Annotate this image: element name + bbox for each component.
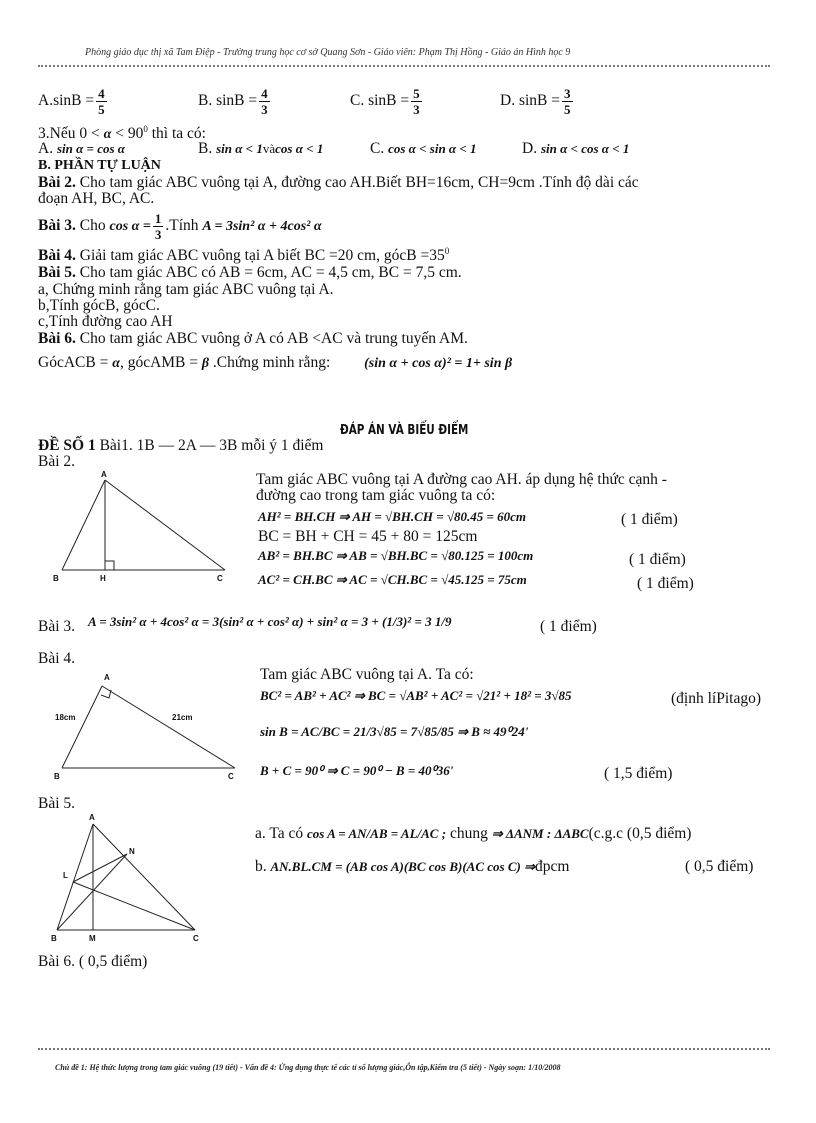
q3-options: A. sin α = cos α	[38, 140, 125, 157]
ans2-intro-2: đường cao trong tam giác vuông ta có:	[256, 487, 496, 504]
bai2-text: Bài 2. Cho tam giác ABC vuông tại A, đường cao AH.Biết BH=16cm, CH=9cm .Tính độ dài các	[38, 174, 639, 191]
option-d: D. sinB = $\frac{3}{5}$	[500, 86, 571, 117]
q3-stem: 3.Nếu $0 < \alpha < 90^0$ thì ta có:	[38, 124, 206, 143]
bai5-part-c: c,Tính đường cao AH	[38, 313, 173, 330]
bai4-text: Bài 4. Giải tam giác ABC vuông tại A biết BC =20 cm, gócB $=35^0$	[38, 246, 450, 265]
label-l: L	[63, 871, 68, 880]
ans4-line-1-tail: (định líPitago)	[671, 690, 761, 707]
option-c: C. sinB = $\frac{5}{3}$	[350, 86, 420, 117]
q3-option-c: C. cos α < sin α < 1	[370, 140, 477, 157]
label-ac: 21cm	[172, 713, 193, 722]
altitude-cl	[73, 882, 195, 930]
option-a: A.sinB = $\frac{4}{5}$	[38, 86, 105, 117]
side-ac	[102, 686, 235, 768]
ans5-label: Bài 5.	[38, 795, 76, 812]
label-c: C	[217, 574, 223, 583]
ans2-point-1: ( 1 điểm)	[621, 511, 678, 528]
ans2-intro-1: Tam giác ABC vuông tại A đường cao AH. áp dụng hệ thức cạnh -	[256, 471, 667, 488]
option-b: B. sinB = $\frac{4}{3}$	[198, 86, 268, 117]
footer-divider	[38, 1048, 770, 1050]
bai6-text-2: GócACB = α, gócAMB = β .Chứng minh rằng: (sin α + cos α)² = 1+ sin β	[38, 354, 513, 371]
label-a: A	[104, 673, 110, 682]
altitude-bn	[57, 854, 127, 930]
bai3-text: Bài 3. Cho cos α = $\frac{1}{3}$ .Tính A = 3sin² α + 4cos² α	[38, 211, 322, 242]
label-b: B	[53, 574, 59, 583]
ans2-line-3: AB² = BH.BC ⇒ AB = √BH.BC = √80.125 = 100cm	[258, 548, 534, 563]
bai5-part-a: a, Chứng minh rằng tam giác ABC vuông tại A.	[38, 281, 334, 298]
label-b: B	[54, 772, 60, 781]
ans4-line-3: B + C = 90⁰ ⇒ C = 90⁰ − B = 40⁰36'	[260, 763, 454, 778]
ans5-point-b: ( 0,5 điểm)	[685, 858, 754, 875]
bai6-text: Bài 6. Cho tam giác ABC vuông ở A có AB <AC và trung tuyến AM.	[38, 330, 468, 347]
ans4-point: ( 1,5 điểm)	[604, 765, 673, 782]
q3-option-b: B. sin α < 1vàcos α < 1	[198, 140, 324, 157]
ans5-part-b: b. AN.BL.CM = (AB cos A)(BC cos B)(AC cos C) ⇒đpcm	[255, 858, 570, 875]
label-a: A	[101, 470, 107, 479]
label-c: C	[193, 934, 199, 943]
label-h: H	[100, 574, 106, 583]
ans3-label: Bài 3.	[38, 618, 76, 635]
answer-title: ĐÁP ÁN VÀ BIỂU ĐIỂM	[340, 423, 469, 438]
ans2-label: Bài 2.	[38, 453, 76, 470]
ans2-line-4: AC² = CH.BC ⇒ AC = √CH.BC = √45.125 = 75cm	[258, 572, 527, 587]
ans3-point: ( 1 điểm)	[540, 618, 597, 635]
de-so-1: ĐỀ SỐ 1 Bài1. 1B — 2A — 3B mỗi ý 1 điểm	[38, 437, 324, 454]
ans4-label: Bài 4.	[38, 650, 76, 667]
side-ac	[93, 824, 195, 930]
label-ab: 18cm	[55, 713, 76, 722]
ans4-intro: Tam giác ABC vuông tại A. Ta có:	[260, 666, 474, 683]
side-ab	[62, 480, 105, 570]
label-b: B	[51, 934, 57, 943]
label-c: C	[228, 772, 234, 781]
ans2-line-1: AH² = BH.CH ⇒ AH = √BH.CH = √80.45 = 60cm	[258, 509, 527, 524]
ans6-label: Bài 6. ( 0,5 điểm)	[38, 953, 148, 970]
bai5-part-b: b,Tính gócB, gócC.	[38, 297, 160, 314]
ans2-point-3: ( 1 điểm)	[629, 551, 686, 568]
side-ab	[62, 686, 102, 768]
label-m: M	[89, 934, 96, 943]
side-ac	[105, 480, 225, 570]
section-b-title: B. PHẦN TỰ LUẬN	[38, 158, 161, 173]
bai2-text-2: đoạn AH, BC, AC.	[38, 190, 155, 207]
triangle-figure-bai2	[45, 470, 245, 590]
ans2-line-2: BC = BH + CH = 45 + 80 = 125cm	[258, 528, 478, 545]
right-angle-mark	[105, 561, 114, 570]
ans4-line-1: BC² = AB² + AC² ⇒ BC = √AB² + AC² = √21² + 18² = 3√85	[260, 688, 572, 703]
q3-option-d: D. sin α < cos α < 1	[522, 140, 630, 157]
page-header: Phòng giáo dục thị xã Tam Điệp - Trường trung học cơ sở Quang Sơn - Giáo viên: Phạm Thị Hồng - Giáo án Hình học 9	[85, 47, 571, 58]
page-footer: Chủ đề 1: Hệ thức lượng trong tam giác vuông (19 tiết) - Vấn đề 4: Ứng dụng thực tế các tỉ số lượng giác,Ôn tập,Kiểm tra (5 tiết) - Ngày soạn: 1/10/2008	[55, 1063, 561, 1072]
ans5-part-a: a. Ta có cos A = AN/AB = AL/AC ; chung ⇒ ΔANM : ΔABC(c.g.c (0,5 điểm)	[255, 825, 692, 842]
triangle-figure-bai5	[45, 812, 215, 947]
ans2-point-4: ( 1 điểm)	[637, 575, 694, 592]
header-divider	[38, 65, 770, 67]
triangle-figure-bai4	[40, 668, 245, 783]
ans3-expr: A = 3sin² α + 4cos² α = 3(sin² α + cos² α) + sin² α = 3 + (1/3)² = 3 1/9	[88, 614, 452, 629]
ans4-line-2: sin B = AC/BC = 21/3√85 = 7√85/85 ⇒ B ≈ 49⁰24'	[260, 724, 529, 739]
label-a: A	[89, 813, 95, 822]
label-n: N	[129, 847, 135, 856]
bai5-text: Bài 5. Cho tam giác ABC có AB = 6cm, AC = 4,5 cm, BC = 7,5 cm.	[38, 264, 462, 281]
